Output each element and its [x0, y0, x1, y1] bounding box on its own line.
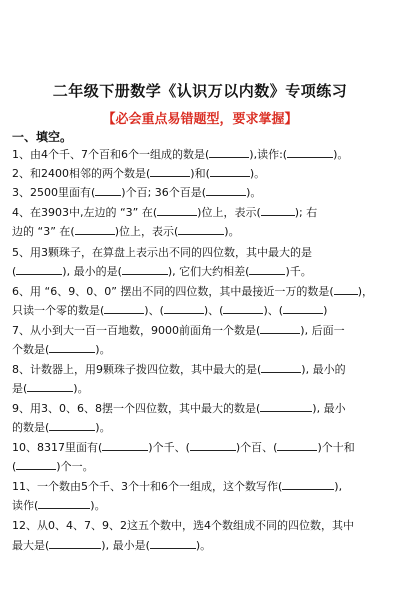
- question-10-line-2: [12, 460, 394, 474]
- question-text: ),读作:(: [249, 148, 288, 161]
- question-5-line-1: [12, 246, 394, 260]
- question-text: ),: [334, 480, 343, 493]
- question-text: )、(: [203, 304, 224, 317]
- question-8-line-1: [12, 363, 394, 377]
- answer-blank[interactable]: [104, 312, 144, 314]
- question-text: 4、在3903中,左边的 “3” 在(: [12, 206, 158, 219]
- question-11-line-2: [12, 499, 394, 513]
- question-text: 读作(: [12, 499, 39, 512]
- question-text: )个百、(: [235, 441, 278, 454]
- answer-blank[interactable]: [287, 156, 333, 158]
- section-heading: 一、填空。: [12, 130, 73, 144]
- question-text: ): [323, 304, 328, 317]
- question-text: (: [12, 460, 17, 473]
- answer-blank[interactable]: [157, 214, 197, 216]
- question-text: )个十和: [317, 441, 355, 454]
- question-7-line-2: [12, 343, 394, 357]
- question-2-line-1: [12, 167, 394, 181]
- question-9-line-2: [12, 421, 394, 435]
- answer-blank[interactable]: [164, 312, 204, 314]
- question-8-line-2: [12, 382, 394, 396]
- question-text: ), 最小的: [301, 363, 346, 376]
- question-text: 只读一个零的数是(: [12, 304, 105, 317]
- answer-blank[interactable]: [16, 468, 56, 470]
- answer-blank[interactable]: [209, 156, 249, 158]
- question-text: 10、8317里面有(: [12, 441, 103, 454]
- question-7-line-1: [12, 324, 394, 338]
- worksheet-subtitle: 【必会重点易错题型，要求掌握】: [102, 112, 298, 127]
- answer-blank[interactable]: [150, 547, 196, 549]
- answer-blank[interactable]: [150, 175, 190, 177]
- worksheet-title: 二年级下册数学《认识万以内数》专项练习: [52, 82, 348, 100]
- answer-blank[interactable]: [261, 214, 295, 216]
- answer-blank[interactable]: [122, 273, 168, 275]
- answer-blank[interactable]: [282, 488, 334, 490]
- question-6-line-2: [12, 304, 394, 318]
- answer-blank[interactable]: [277, 449, 317, 451]
- answer-blank[interactable]: [49, 351, 95, 353]
- question-1-line-1: [12, 148, 394, 162]
- question-text: )。: [333, 148, 349, 161]
- question-text: ); 右: [294, 206, 318, 219]
- question-text: )个千、(: [148, 441, 190, 454]
- answer-blank[interactable]: [249, 273, 285, 275]
- question-11-line-1: [12, 480, 394, 494]
- question-text: 是(: [12, 382, 28, 395]
- question-text: )。: [95, 343, 111, 356]
- answer-blank[interactable]: [206, 194, 246, 196]
- question-text: 12、从0、4、7、9、2这五个数中，选4个数组成不同的四位数，其中: [12, 519, 354, 532]
- question-text: )、(: [263, 304, 284, 317]
- question-text: 2、和2400相邻的两个数是(: [12, 167, 151, 180]
- answer-blank[interactable]: [210, 175, 250, 177]
- question-text: ), 最小的是(: [62, 265, 122, 278]
- question-text: )千。: [285, 265, 312, 278]
- question-text: )。: [195, 539, 212, 552]
- question-text: )。: [249, 167, 266, 180]
- answer-blank[interactable]: [49, 429, 95, 431]
- question-text: ), 后面一: [300, 324, 345, 337]
- question-text: )。: [224, 225, 240, 238]
- question-text: )和(: [190, 167, 210, 180]
- question-5-line-2: [12, 265, 394, 279]
- answer-blank[interactable]: [38, 507, 90, 509]
- question-text: ), 最小是(: [101, 539, 150, 552]
- question-text: 边的 “3” 在(: [12, 225, 75, 238]
- answer-blank[interactable]: [223, 312, 263, 314]
- question-text: 最大是(: [12, 539, 50, 552]
- question-9-line-1: [12, 402, 394, 416]
- question-text: )、(: [144, 304, 164, 317]
- answer-blank[interactable]: [95, 194, 121, 196]
- answer-blank[interactable]: [283, 312, 323, 314]
- question-text: 的数是(: [12, 421, 50, 434]
- question-text: )位上，表示(: [114, 225, 179, 238]
- answer-blank[interactable]: [261, 371, 301, 373]
- question-text: )位上，表示(: [197, 206, 261, 219]
- question-12-line-1: [12, 519, 394, 533]
- question-text: )个百; 36个百是(: [121, 186, 207, 199]
- answer-blank[interactable]: [260, 410, 312, 412]
- answer-blank[interactable]: [49, 547, 101, 549]
- question-text: 9、用3、0、6、8摆一个四位数，其中最大的数是(: [12, 402, 261, 415]
- question-text: ), 最小: [312, 402, 346, 415]
- answer-blank[interactable]: [178, 233, 224, 235]
- question-text: 5、用3颗珠子，在算盘上表示出不同的四位数，其中最大的是: [12, 246, 312, 259]
- question-text: )，: [357, 285, 373, 298]
- question-text: 11、一个数由5个千、3个十和6个一组成，这个数写作(: [12, 480, 283, 493]
- question-4-line-2: [12, 225, 394, 239]
- question-text: ), 它们大约相差(: [167, 265, 250, 278]
- question-text: )。: [246, 186, 262, 199]
- question-text: )个一。: [56, 460, 94, 473]
- question-text: 6、用 “6、9、0、0” 摆出不同的四位数，其中最接近一万的数是(: [12, 285, 334, 298]
- answer-blank[interactable]: [190, 449, 236, 451]
- answer-blank[interactable]: [75, 233, 115, 235]
- question-10-line-1: [12, 441, 394, 455]
- question-6-line-1: [12, 285, 394, 299]
- question-text: )。: [73, 382, 89, 395]
- answer-blank[interactable]: [27, 390, 73, 392]
- question-3-line-1: [12, 186, 394, 200]
- question-text: 7、从小到大一百一百地数，9000前面角一个数是(: [12, 324, 261, 337]
- answer-blank[interactable]: [260, 332, 300, 334]
- question-4-line-1: [12, 206, 394, 220]
- question-text: )。: [90, 499, 106, 512]
- answer-blank[interactable]: [102, 449, 148, 451]
- question-text: )。: [95, 421, 111, 434]
- question-12-line-2: [12, 539, 394, 553]
- question-text: 3、2500里面有(: [12, 186, 96, 199]
- question-text: (: [12, 265, 17, 278]
- answer-blank[interactable]: [16, 273, 62, 275]
- answer-blank[interactable]: [334, 293, 358, 295]
- question-text: 8、计数器上，用9颗珠子拨四位数，其中最大的是(: [12, 363, 262, 376]
- question-text: 1、由4个千、7个百和6个一组成的数是(: [12, 148, 210, 161]
- question-text: 个数是(: [12, 343, 50, 356]
